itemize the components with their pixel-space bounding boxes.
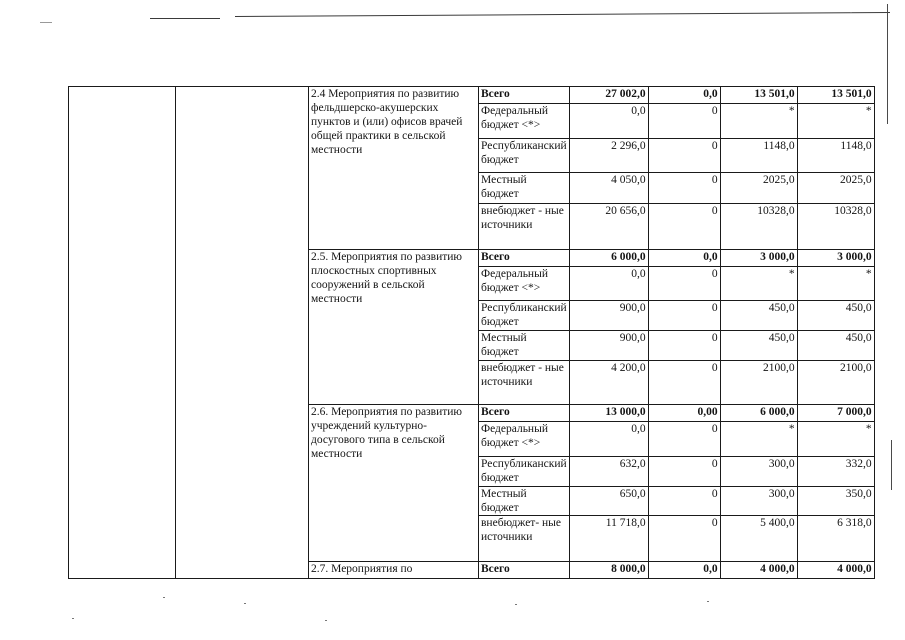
value-cell: 2100,0 [720, 361, 797, 405]
scan-right-line [891, 440, 892, 490]
source-cell: внебюджет - ные источники [479, 361, 570, 405]
value-cell: 300,0 [720, 457, 797, 487]
value-cell: 0 [648, 331, 720, 361]
scan-speck [163, 597, 165, 598]
total-cell: 0,0 [569, 267, 648, 301]
value-cell: 13 501,0 [720, 87, 797, 104]
source-cell: Федеральный бюджет <*> [479, 104, 570, 139]
event-title-cell: 2.6. Мероприятия по развитию учреждений культурно-досугового типа в сельской местности [309, 405, 479, 562]
scan-speck [325, 620, 327, 621]
source-cell: Всего [479, 87, 570, 104]
source-cell: Всего [479, 405, 570, 422]
budget-table [68, 86, 875, 579]
value-cell: 0 [648, 139, 720, 173]
source-cell: внебюджет- ные источники [479, 516, 570, 562]
source-cell: Местный бюджет [479, 331, 570, 361]
scan-speck [707, 601, 709, 602]
total-cell: 27 002,0 [569, 87, 648, 104]
value-cell: 10328,0 [797, 204, 874, 250]
value-cell: 450,0 [720, 331, 797, 361]
value-cell: 350,0 [797, 487, 874, 516]
value-cell: 0 [648, 361, 720, 405]
source-cell: Всего [479, 250, 570, 267]
value-cell: 0,00 [648, 405, 720, 422]
value-cell: 300,0 [720, 487, 797, 516]
total-cell: 650,0 [569, 487, 648, 516]
total-cell: 0,0 [569, 422, 648, 457]
source-cell: Федеральный бюджет <*> [479, 422, 570, 457]
value-cell: 3 000,0 [797, 250, 874, 267]
value-cell: 0 [648, 516, 720, 562]
scan-right-line [887, 4, 888, 124]
value-cell: * [720, 422, 797, 457]
value-cell: 10328,0 [720, 204, 797, 250]
value-cell: * [797, 104, 874, 139]
value-cell: 5 400,0 [720, 516, 797, 562]
value-cell: 0 [648, 204, 720, 250]
value-cell: * [720, 104, 797, 139]
value-cell: 0 [648, 267, 720, 301]
value-cell: 0 [648, 487, 720, 516]
total-cell: 900,0 [569, 331, 648, 361]
total-cell: 11 718,0 [569, 516, 648, 562]
value-cell: * [797, 422, 874, 457]
source-cell: внебюджет - ные источники [479, 204, 570, 250]
source-cell: Республиканский бюджет [479, 301, 570, 331]
scan-speck [244, 603, 246, 604]
value-cell: 0 [648, 173, 720, 204]
total-cell: 4 050,0 [569, 173, 648, 204]
empty-cell [176, 87, 309, 579]
event-title-cell: 2.4 Мероприятия по развитию фельдшерско-акушерских пунктов и (или) офисов врачей общей практики в сельской местности [309, 87, 479, 250]
value-cell: 2025,0 [797, 173, 874, 204]
total-cell: 20 656,0 [569, 204, 648, 250]
value-cell: 0 [648, 104, 720, 139]
scan-speck [515, 604, 517, 605]
total-cell: 13 000,0 [569, 405, 648, 422]
source-cell: Федеральный бюджет <*> [479, 267, 570, 301]
source-cell: Местный бюджет [479, 487, 570, 516]
total-cell: 0,0 [569, 104, 648, 139]
table-row [69, 87, 875, 104]
value-cell: 2100,0 [797, 361, 874, 405]
event-title-cell: 2.7. Мероприятия по [309, 562, 479, 579]
value-cell: 0 [648, 422, 720, 457]
value-cell: 0,0 [648, 250, 720, 267]
total-cell: 6 000,0 [569, 250, 648, 267]
total-cell: 900,0 [569, 301, 648, 331]
value-cell: 3 000,0 [720, 250, 797, 267]
value-cell: 4 000,0 [720, 562, 797, 579]
value-cell: 0,0 [648, 562, 720, 579]
source-cell: Республиканский бюджет [479, 457, 570, 487]
value-cell: 450,0 [797, 301, 874, 331]
source-cell: Местный бюджет [479, 173, 570, 204]
scan-top-line [150, 18, 220, 19]
source-cell: Всего [479, 562, 570, 579]
empty-cell [69, 87, 176, 579]
total-cell: 8 000,0 [569, 562, 648, 579]
value-cell: 4 000,0 [797, 562, 874, 579]
value-cell: * [797, 267, 874, 301]
scan-top-line [40, 22, 52, 23]
scan-top-line [235, 12, 890, 17]
scan-speck [72, 618, 74, 619]
value-cell: 2025,0 [720, 173, 797, 204]
value-cell: * [720, 267, 797, 301]
value-cell: 7 000,0 [797, 405, 874, 422]
value-cell: 13 501,0 [797, 87, 874, 104]
source-cell: Республиканский бюджет [479, 139, 570, 173]
value-cell: 450,0 [720, 301, 797, 331]
value-cell: 6 318,0 [797, 516, 874, 562]
total-cell: 4 200,0 [569, 361, 648, 405]
total-cell: 2 296,0 [569, 139, 648, 173]
total-cell: 632,0 [569, 457, 648, 487]
value-cell: 450,0 [797, 331, 874, 361]
value-cell: 0,0 [648, 87, 720, 104]
value-cell: 1148,0 [797, 139, 874, 173]
value-cell: 0 [648, 301, 720, 331]
value-cell: 6 000,0 [720, 405, 797, 422]
event-title-cell: 2.5. Мероприятия по развитию плоскостных спортивных сооружений в сельской местности [309, 250, 479, 405]
scan-speck [850, 12, 852, 13]
value-cell: 1148,0 [720, 139, 797, 173]
value-cell: 332,0 [797, 457, 874, 487]
value-cell: 0 [648, 457, 720, 487]
